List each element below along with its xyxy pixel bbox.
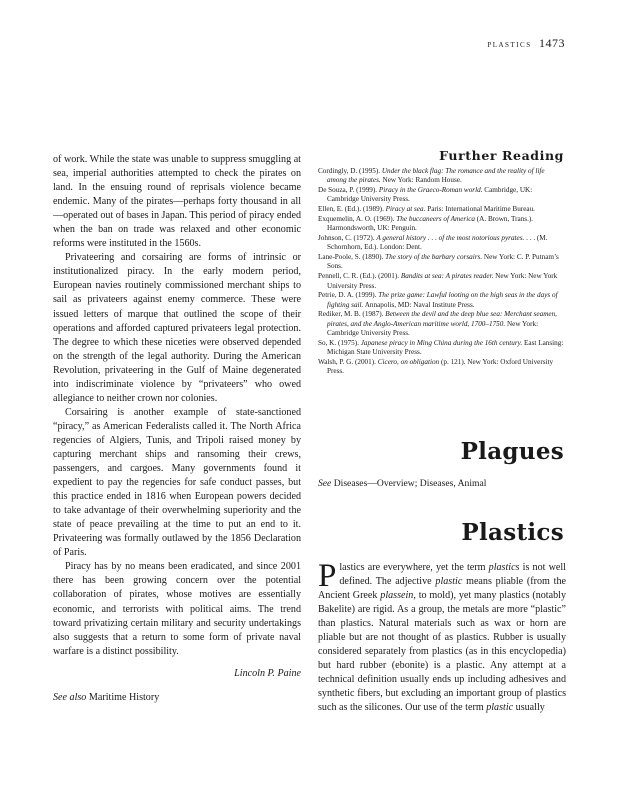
see-also-link[interactable]: Maritime History [88, 691, 160, 703]
reference-entry [318, 234, 564, 253]
plastics-paragraph [318, 558, 566, 716]
entry-title-plastics: Plastics [461, 519, 564, 546]
reference-author: Rediker, M. B. (1987). [318, 310, 386, 319]
reference-publisher: New York: C. P. Putnam’s Sons. [327, 253, 559, 271]
entry-title-plagues: Plagues [460, 438, 564, 465]
reference-title: Between the devil and the deep blue sea: Merchant seamen, pirates, and the Anglo-American maritime world, 1700–1750. [327, 310, 557, 328]
reference-list [318, 167, 564, 377]
text-segment: plastic [486, 702, 514, 714]
drop-cap: P [318, 558, 337, 594]
running-header [487, 36, 565, 51]
see-also-label: See also [53, 691, 87, 703]
see-link[interactable]: Diseases—Overview; Diseases, Animal [333, 478, 487, 489]
plastics-body [318, 558, 566, 716]
reference-entry [318, 205, 564, 214]
see-label: See [318, 478, 332, 489]
text-segment: means pliable (from the Ancient Greek [318, 576, 566, 602]
text-segment: to mold), yet many plastics (notably Bakelite) are rigid. As a group, the metals are more “plastic” than plastics. Natural materials such as wax or horn are pliable but are not thought of as plastics. Rubber is usually considered separately from plastics (as in this encyclopedia) but hard rubber (ebonite) is a plastic. Any attempt at a technical definition usually ends up including adhesives and synthetic fibers, but excluding an important group of plastics such as the silicones. Our use of the term [318, 590, 566, 714]
reference-entry [318, 339, 564, 358]
reference-publisher: (A. Brown, Trans.). Harmondsworth, UK: Penguin. [327, 214, 534, 233]
reference-publisher: Cambridge, UK: Cambridge University Press. [327, 186, 533, 204]
reference-publisher: (p. 121). New York: Oxford University Press. [327, 357, 554, 376]
reference-publisher: New York: New York University Press. [327, 272, 558, 290]
text-segment: plastics [488, 562, 520, 573]
reference-title: Bandits at sea: A pirates reader. [400, 272, 494, 281]
reference-author: De Souza, P. (1999). [318, 186, 379, 195]
further-reading-section [318, 148, 564, 377]
reference-title: Piracy in the Graeco-Roman world. [378, 186, 483, 195]
body-paragraph: of work. While the state was unable to suppress smuggling at sea, imperial authorities attempted to check the pirates on land. In the ensuing round of reprisals violence became endemic. Many of the pirates—perhaps forty thousand in all—operated out of bases in Japan. This period of piracy ended when the ban on trade was relaxed and other economic reforms were instituted in the 1560s. [53, 154, 301, 250]
reference-author: Exquemelin, A. O. (1969). [318, 214, 397, 223]
reference-publisher: New York: Cambridge University Press. [327, 319, 539, 338]
reference-title: The buccaneers of America [396, 214, 475, 223]
further-reading-heading: Further Reading [439, 148, 564, 163]
see-also-line [53, 691, 301, 705]
reference-entry [318, 253, 564, 272]
reference-entry [318, 291, 564, 310]
body-paragraph: Privateering and corsairing are forms of intrinsic or institutionalized piracy. In the early modern period, European navies routinely commissioned merchant ships to sail as privateers against enemy commerce. These were issued letters of marque that outlined the scope of their operations and afforded captured privateers legal protection. The degree to which these niceties were observed depended on the strength of the legal authority. During the American Revolution, privateering in the Gulf of Maine degenerated into indiscriminate violence by “privateers” who owed allegiance to neither crown nor colonies. [53, 252, 301, 404]
reference-publisher: New York: Random House. [380, 176, 462, 185]
reference-title: A general history . . . of the most notorious pyrates. [376, 234, 525, 243]
reference-publisher: Paris: International Maritime Bureau. [425, 205, 535, 214]
body-paragraph: Corsairing is another example of state-sanctioned “piracy,” as American Federalists called it. The North Africa regencies of Algiers, Tunis, and Tripoli raised money by capturing merchant ships and ransoming their crews, passengers, and cargoes. Many governments found it expedient to pay the regencies for safe conduct passes, but this practice ended in 1816 when European powers decided to take advantage of their overwhelming superiority and the state of peace prevailing at the time to put an end to it. Privateering was formally outlawed by the 1856 Declaration of Paris. [53, 406, 301, 559]
reference-title: The story of the barbary corsairs. [385, 253, 483, 262]
reference-author: Walsh, P. G. (2001). [318, 357, 378, 366]
reference-publisher: East Lansing: Michigan State University Press. [327, 338, 564, 357]
reference-author: Cordingly, D. (1995). [318, 167, 382, 175]
author-signature: Lincoln P. Paine [234, 667, 301, 679]
reference-entry [318, 358, 564, 377]
text-segment: plastic [435, 576, 463, 588]
reference-author: Lane-Poole, S. (1890). [318, 253, 386, 262]
reference-entry [318, 186, 564, 205]
reference-title: Cicero, on obligation [377, 357, 440, 366]
reference-entry [318, 272, 564, 291]
reference-entry [318, 215, 564, 234]
body-paragraph: Piracy has by no means been eradicated, and since 2001 there has been growing concern over the potential collaboration of pirates, whose motives are essentially economic, and terrorists with political aims. The trend toward privatizing certain military and security undertakings also suggests that a return to some form of private naval warfare is a distinct possibility. [53, 561, 301, 657]
running-title: plastics [487, 39, 532, 50]
plagues-cross-reference [318, 478, 564, 489]
left-column [53, 153, 301, 705]
reference-title: The prize game: Lawful looting on the high seas in the days of fighting sail. [327, 291, 558, 309]
reference-author: Ellen, E. (Ed.). (1989). [318, 205, 386, 214]
reference-publisher: . . . (M. Schornhorn, Ed.). London: Dent. [327, 234, 548, 252]
reference-author: So, K. (1975). [318, 338, 361, 347]
reference-publisher: Annapolis, MD: Naval Institute Press. [363, 300, 475, 309]
reference-entry [318, 310, 564, 338]
reference-author: Petrie, D. A. (1999). [318, 291, 379, 300]
text-segment: lastics are everywhere, yet the term [339, 562, 489, 573]
reference-entry [318, 167, 564, 186]
reference-author: Pennell, C. R. (Ed.). (2001). [318, 272, 401, 281]
text-segment: usually [513, 702, 545, 714]
page-number: 1473 [539, 36, 565, 50]
text-segment: is not well defined. The adjective [339, 562, 566, 588]
reference-title: Piracy at sea. [385, 205, 426, 214]
reference-author: Johnson, C. (1972). [318, 234, 377, 243]
text-segment: plassein, [380, 590, 416, 602]
reference-title: Under the black flag: The romance and the reality of life among the pirates. [327, 167, 545, 185]
reference-title: Japanese piracy in Ming China during the 16th century. [360, 338, 523, 347]
